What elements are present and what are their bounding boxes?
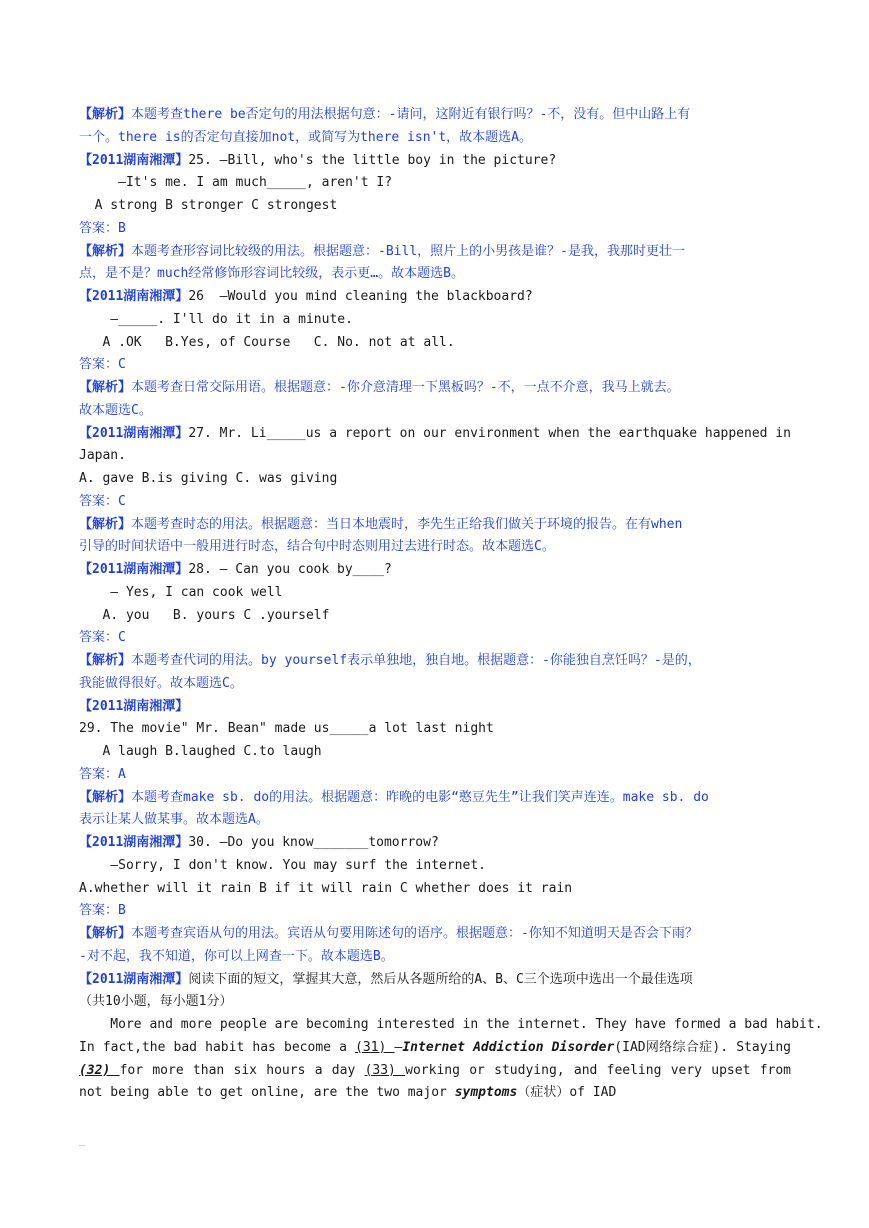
text-line	[79, 991, 791, 1013]
text-line	[79, 900, 791, 922]
text-line	[79, 855, 791, 877]
text-line	[79, 1037, 791, 1059]
text-line	[79, 582, 791, 604]
answer-blank: (33)	[364, 1062, 406, 1078]
text-run: —	[394, 1039, 403, 1055]
text-run: -对不起，我不知道，你可以上网查一下。故本题选B。	[79, 948, 394, 964]
text-run: for more than six hours a day	[119, 1062, 365, 1078]
text-line	[79, 468, 791, 490]
text-line	[79, 241, 791, 263]
text-line	[79, 445, 791, 467]
source-tag: 【解析】	[79, 380, 132, 395]
source-tag: 【解析】	[79, 653, 132, 668]
text-line	[79, 832, 791, 854]
text-line	[79, 377, 791, 399]
text-run: （共10小题，每小题1分）	[79, 994, 233, 1010]
source-tag: 【解析】	[79, 926, 132, 941]
text-run: 本题考查宾语从句的用法。宾语从句要用陈述句的语序。根据题意：-你知不知道明天是否会下雨？	[131, 926, 698, 941]
text-run: 27. Mr. Li_____us a report on our environment when the earthquake happened in	[188, 425, 791, 441]
answer-blank: (32)	[79, 1062, 120, 1078]
text-line	[79, 400, 791, 422]
text-run: 29. The movie" Mr. Bean" made us_____a lot last night	[79, 721, 494, 737]
text-line	[79, 1082, 791, 1104]
source-tag: 【2011湖南湘潭】	[79, 152, 189, 168]
text-line	[79, 741, 791, 763]
text-run: 阅读下面的短文，掌握其大意，然后从各题所给的A、B、C三个选项中选出一个最佳选项	[188, 971, 693, 987]
text-run: A strong B stronger C strongest	[79, 198, 338, 213]
text-run: 表示让某人做某事。故本题选A。	[79, 812, 269, 828]
text-line	[79, 1014, 823, 1036]
source-tag: 【2011湖南湘潭】	[79, 425, 189, 441]
text-run: 答案：C	[79, 493, 126, 509]
text-run: A laugh B.laughed C.to laugh	[79, 744, 322, 759]
text-line	[79, 923, 791, 945]
text-line	[79, 696, 791, 718]
text-run: 26 —Would you mind cleaning the blackboard?	[188, 289, 533, 304]
answer-blank: (31)	[355, 1039, 395, 1055]
text-run: （症状）of IAD	[517, 1085, 617, 1101]
text-run: symptoms	[454, 1085, 518, 1101]
text-line	[79, 514, 791, 536]
text-run: 本题考查there be否定句的用法根据句意：-请问，这附近有银行吗？-不，没有。但中山路上有	[131, 107, 691, 122]
text-line	[79, 218, 791, 240]
text-line	[79, 127, 791, 149]
text-line	[79, 1060, 791, 1082]
text-run: 答案：A	[79, 766, 126, 782]
text-line	[79, 559, 791, 581]
text-run: —_____. I'll do it in a minute.	[79, 311, 353, 327]
text-run: 答案：C	[79, 357, 126, 373]
text-line	[79, 309, 791, 331]
text-run: 点，是不是？much经常修饰形容词比较级，表示更…。故本题选B。	[79, 266, 464, 282]
text-run: 25. —Bill, who's the little boy in the picture?	[188, 152, 557, 168]
text-run: 引导的时间状语中一般用进行时态，结合句中时态则用过去进行时态。故本题选C。	[79, 539, 555, 555]
text-line	[79, 150, 791, 172]
source-tag: 【解析】	[79, 243, 132, 259]
text-line	[79, 809, 791, 831]
source-tag: 【2011湖南湘潭】	[79, 971, 189, 987]
text-line	[79, 969, 791, 991]
text-run: —Sorry, I don't know. You may surf the internet.	[79, 857, 486, 873]
text-run: 本题考查make sb. do的用法。根据题意：昨晚的电影“憨豆先生”让我们笑声连连。make sb. do	[131, 789, 709, 805]
text-run: — Yes, I can cook well	[79, 584, 283, 600]
text-run: A. you B. yours C .yourself	[79, 607, 330, 623]
text-run: —It's me. I am much_____, aren't I?	[79, 175, 393, 191]
text-line	[79, 263, 791, 285]
text-run: 故本题选C。	[79, 402, 152, 418]
page-edge-mark	[79, 1145, 85, 1146]
text-run: 30. —Do you know_______tomorrow?	[188, 835, 439, 850]
text-run: Internet Addiction Disorder	[402, 1039, 615, 1055]
text-line	[79, 764, 791, 786]
text-line	[79, 878, 791, 900]
source-tag: 【2011湖南湘潭】	[79, 835, 189, 850]
text-line	[79, 172, 791, 194]
text-run: 本题考查形容词比较级的用法。根据题意：-Bill，照片上的小男孩是谁？-是我，我那时更壮一	[131, 243, 685, 259]
text-run: 本题考查日常交际用语。根据题意：-你介意清理一下黑板吗？-不，一点不介意，我马上就去。	[131, 380, 680, 395]
text-run: working or studying, and feeling very upset from	[405, 1062, 791, 1078]
source-tag: 【2011湖南湘潭】	[79, 698, 189, 714]
text-run: A.whether will it rain B if it will rain C whether does it rain	[79, 880, 573, 896]
text-line	[79, 286, 791, 308]
text-run: 本题考查代词的用法。by yourself表示单独地，独自地。根据题意：-你能独自烹饪吗？-是的，	[131, 653, 701, 668]
text-run: A. gave B.is giving C. was giving	[79, 471, 338, 486]
text-run: 答案：B	[79, 903, 126, 919]
source-tag: 【2011湖南湘潭】	[79, 289, 189, 304]
text-line	[79, 491, 791, 513]
text-line	[79, 650, 791, 672]
text-line	[79, 354, 791, 376]
text-line	[79, 787, 791, 809]
text-line	[79, 605, 791, 627]
text-line	[79, 718, 791, 740]
source-tag: 【解析】	[79, 516, 132, 532]
text-run: 答案：B	[79, 220, 126, 236]
text-run: More and more people are becoming interested in the internet. They have formed a bad habit.	[79, 1017, 823, 1032]
text-run: In fact,the bad habit has become a	[79, 1039, 356, 1055]
text-run: 28. — Can you cook by____?	[188, 562, 392, 577]
source-tag: 【解析】	[79, 107, 132, 122]
text-run: 一个。there is的否定句直接加not，或简写为there isn't，故本题选A。	[79, 129, 533, 145]
text-line	[79, 332, 791, 354]
text-run: (IAD网络综合症). Staying	[614, 1039, 792, 1055]
text-run: 答案：C	[79, 630, 126, 646]
text-line	[79, 423, 791, 445]
source-tag: 【解析】	[79, 789, 132, 805]
text-line	[79, 536, 791, 558]
text-line	[79, 195, 791, 217]
text-run: Japan.	[79, 448, 126, 464]
text-run: 本题考查时态的用法。根据题意：当日本地震时，李先生正给我们做关于环境的报告。在有when	[131, 516, 683, 532]
text-run: 我能做得很好。故本题选C。	[79, 675, 243, 691]
source-tag: 【2011湖南湘潭】	[79, 562, 189, 577]
text-run: not being able to get online, are the two major	[79, 1085, 455, 1101]
text-line	[79, 627, 791, 649]
text-run: A .OK B.Yes, of Course C. No. not at all.	[79, 334, 455, 350]
text-line	[79, 673, 791, 695]
text-line	[79, 946, 791, 968]
text-line	[79, 104, 791, 126]
